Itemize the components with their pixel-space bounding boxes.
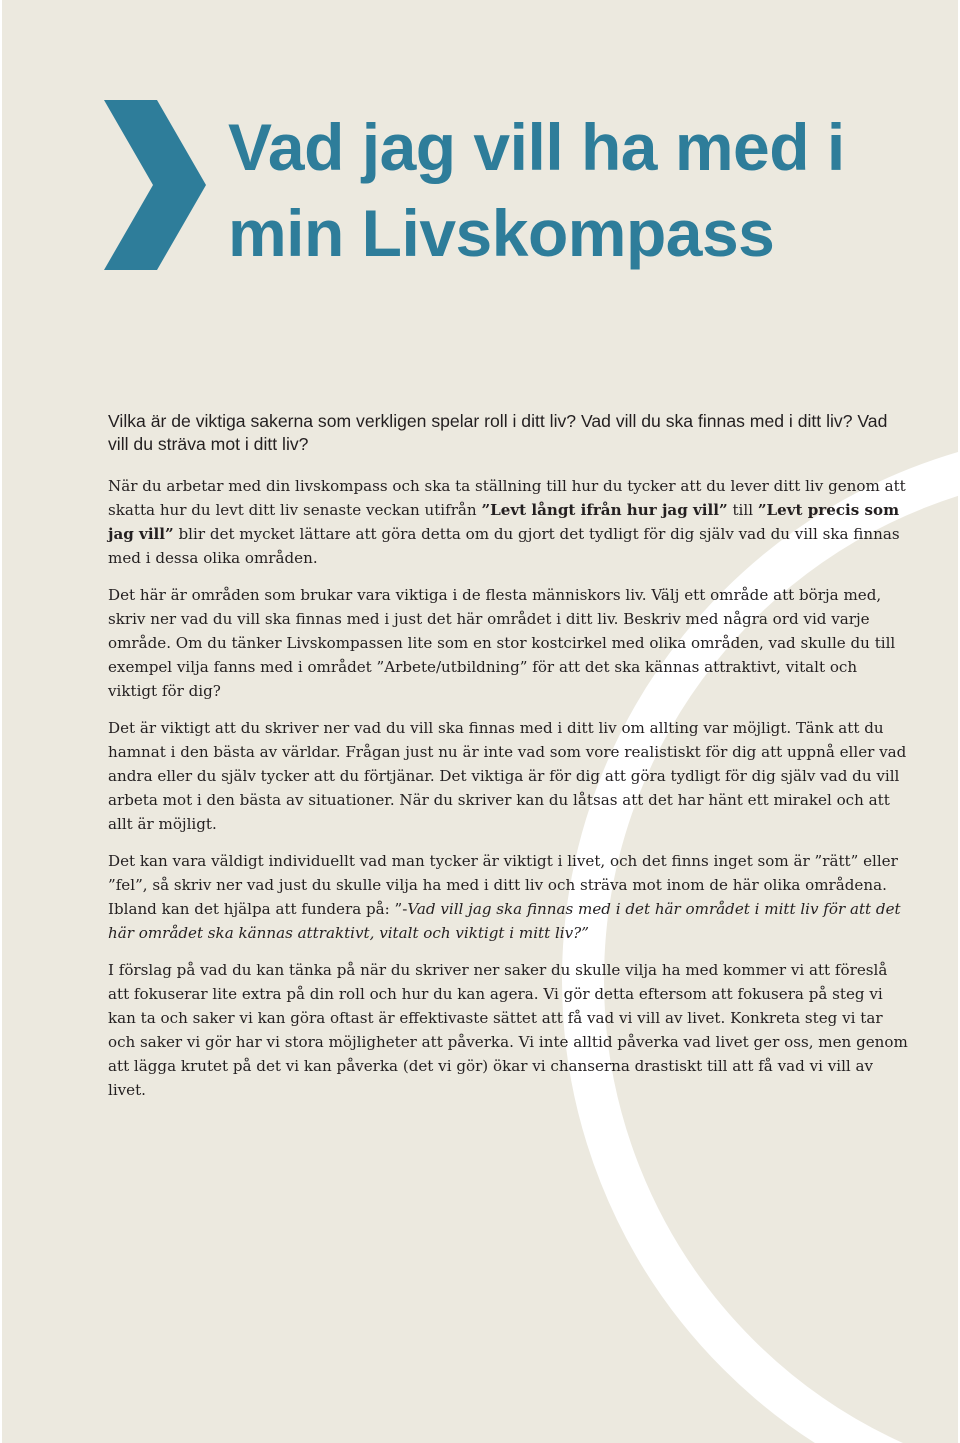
- scale-high-label: ”Levt precis som jag vill”: [108, 501, 900, 543]
- paragraph-2: Det här är områden som brukar vara viktiga i de flesta människors liv. Välj ett område att börja med, skriv ner vad du vill ska finnas med i just det här området i ditt liv. Beskriv med några ord vid varje område. Om du tänker Livskompassen lite som en stor kostcirkel med olika områden, vad skulle du till exempel vilja fanns med i området ”Arbete/utbildning” för att det ska kännas attraktivt, vitalt och viktigt för dig?: [108, 586, 896, 700]
- scale-low-label: ”Levt långt ifrån hur jag vill”: [481, 501, 728, 519]
- chevron-right-icon: [102, 100, 207, 270]
- body-text: [108, 474, 908, 1115]
- paragraph-1: [108, 474, 908, 570]
- page: [2, 0, 958, 1443]
- paragraph-5: I förslag på vad du kan tänka på när du skriver ner saker du skulle vilja ha med kommer vi att föreslå att fokuserar lite extra på din roll och hur du kan agera. Vi gör detta eftersom att fokusera på steg vi kan ta och saker vi kan göra oftast är effektivaste sättet att få vad vi vill av livet. Konkreta steg vi tar och saker vi gör har vi stora möjligheter att påverka. Vi inte alltid påverka vad livet ger oss, men genom att lägga krutet på det vi kan påverka (det vi gör) ökar vi chanserna drastiskt till att få vad vi vill av livet.: [108, 961, 908, 1099]
- reflection-question: Vad vill jag ska finnas med i det här området i mitt liv för att det här området ska kännas attraktivt, vitalt och viktigt i mitt liv?”: [108, 900, 901, 942]
- paragraph-4-quote-mark: ”-: [394, 900, 408, 918]
- paragraph-1-text-b: till: [727, 501, 758, 519]
- paragraph-4-text: Det kan vara väldigt individuellt vad man tycker är viktigt i livet, och det finns inget som är ”rätt” eller ”fel”, så skriv ner vad just du skulle vilja ha med i ditt liv och sträva mot inom de här olika områdena. Ibland kan det hjälpa att fundera på:: [108, 852, 898, 918]
- paragraph-1-text-c: blir det mycket lättare att göra detta om du gjort det tydligt för dig själv vad du vill ska finnas med i dessa olika områden.: [108, 525, 900, 567]
- paragraph-1-text-a: När du arbetar med din livskompass och ska ta ställning till hur du tycker att du lever ditt liv genom att skatta hur du levt ditt liv senaste veckan utifrån: [108, 477, 906, 519]
- intro-paragraph: Vilka är de viktiga sakerna som verkligen spelar roll i ditt liv? Vad vill du ska finnas med i ditt liv? Vad vill du sträva mot i ditt liv?: [108, 411, 888, 454]
- title-line-1: Vad jag vill ha med i: [228, 110, 845, 184]
- title-line-2: min Livskompass: [228, 196, 775, 270]
- paragraph-4: [108, 849, 908, 945]
- page-title: [228, 104, 845, 276]
- paragraph-3: Det är viktigt att du skriver ner vad du vill ska finnas med i ditt liv om allting var möjligt. Tänk att du hamnat i den bästa av världar. Frågan just nu är inte vad som vore realistiskt för dig att uppnå eller vad andra eller du själv tycker att du förtjänar. Det viktiga är för dig att göra tydligt för dig själv vad du vill arbeta mot i den bästa av situationer. När du skriver kan du låtsas att det har hänt ett mirakel och att allt är möjligt.: [108, 719, 907, 833]
